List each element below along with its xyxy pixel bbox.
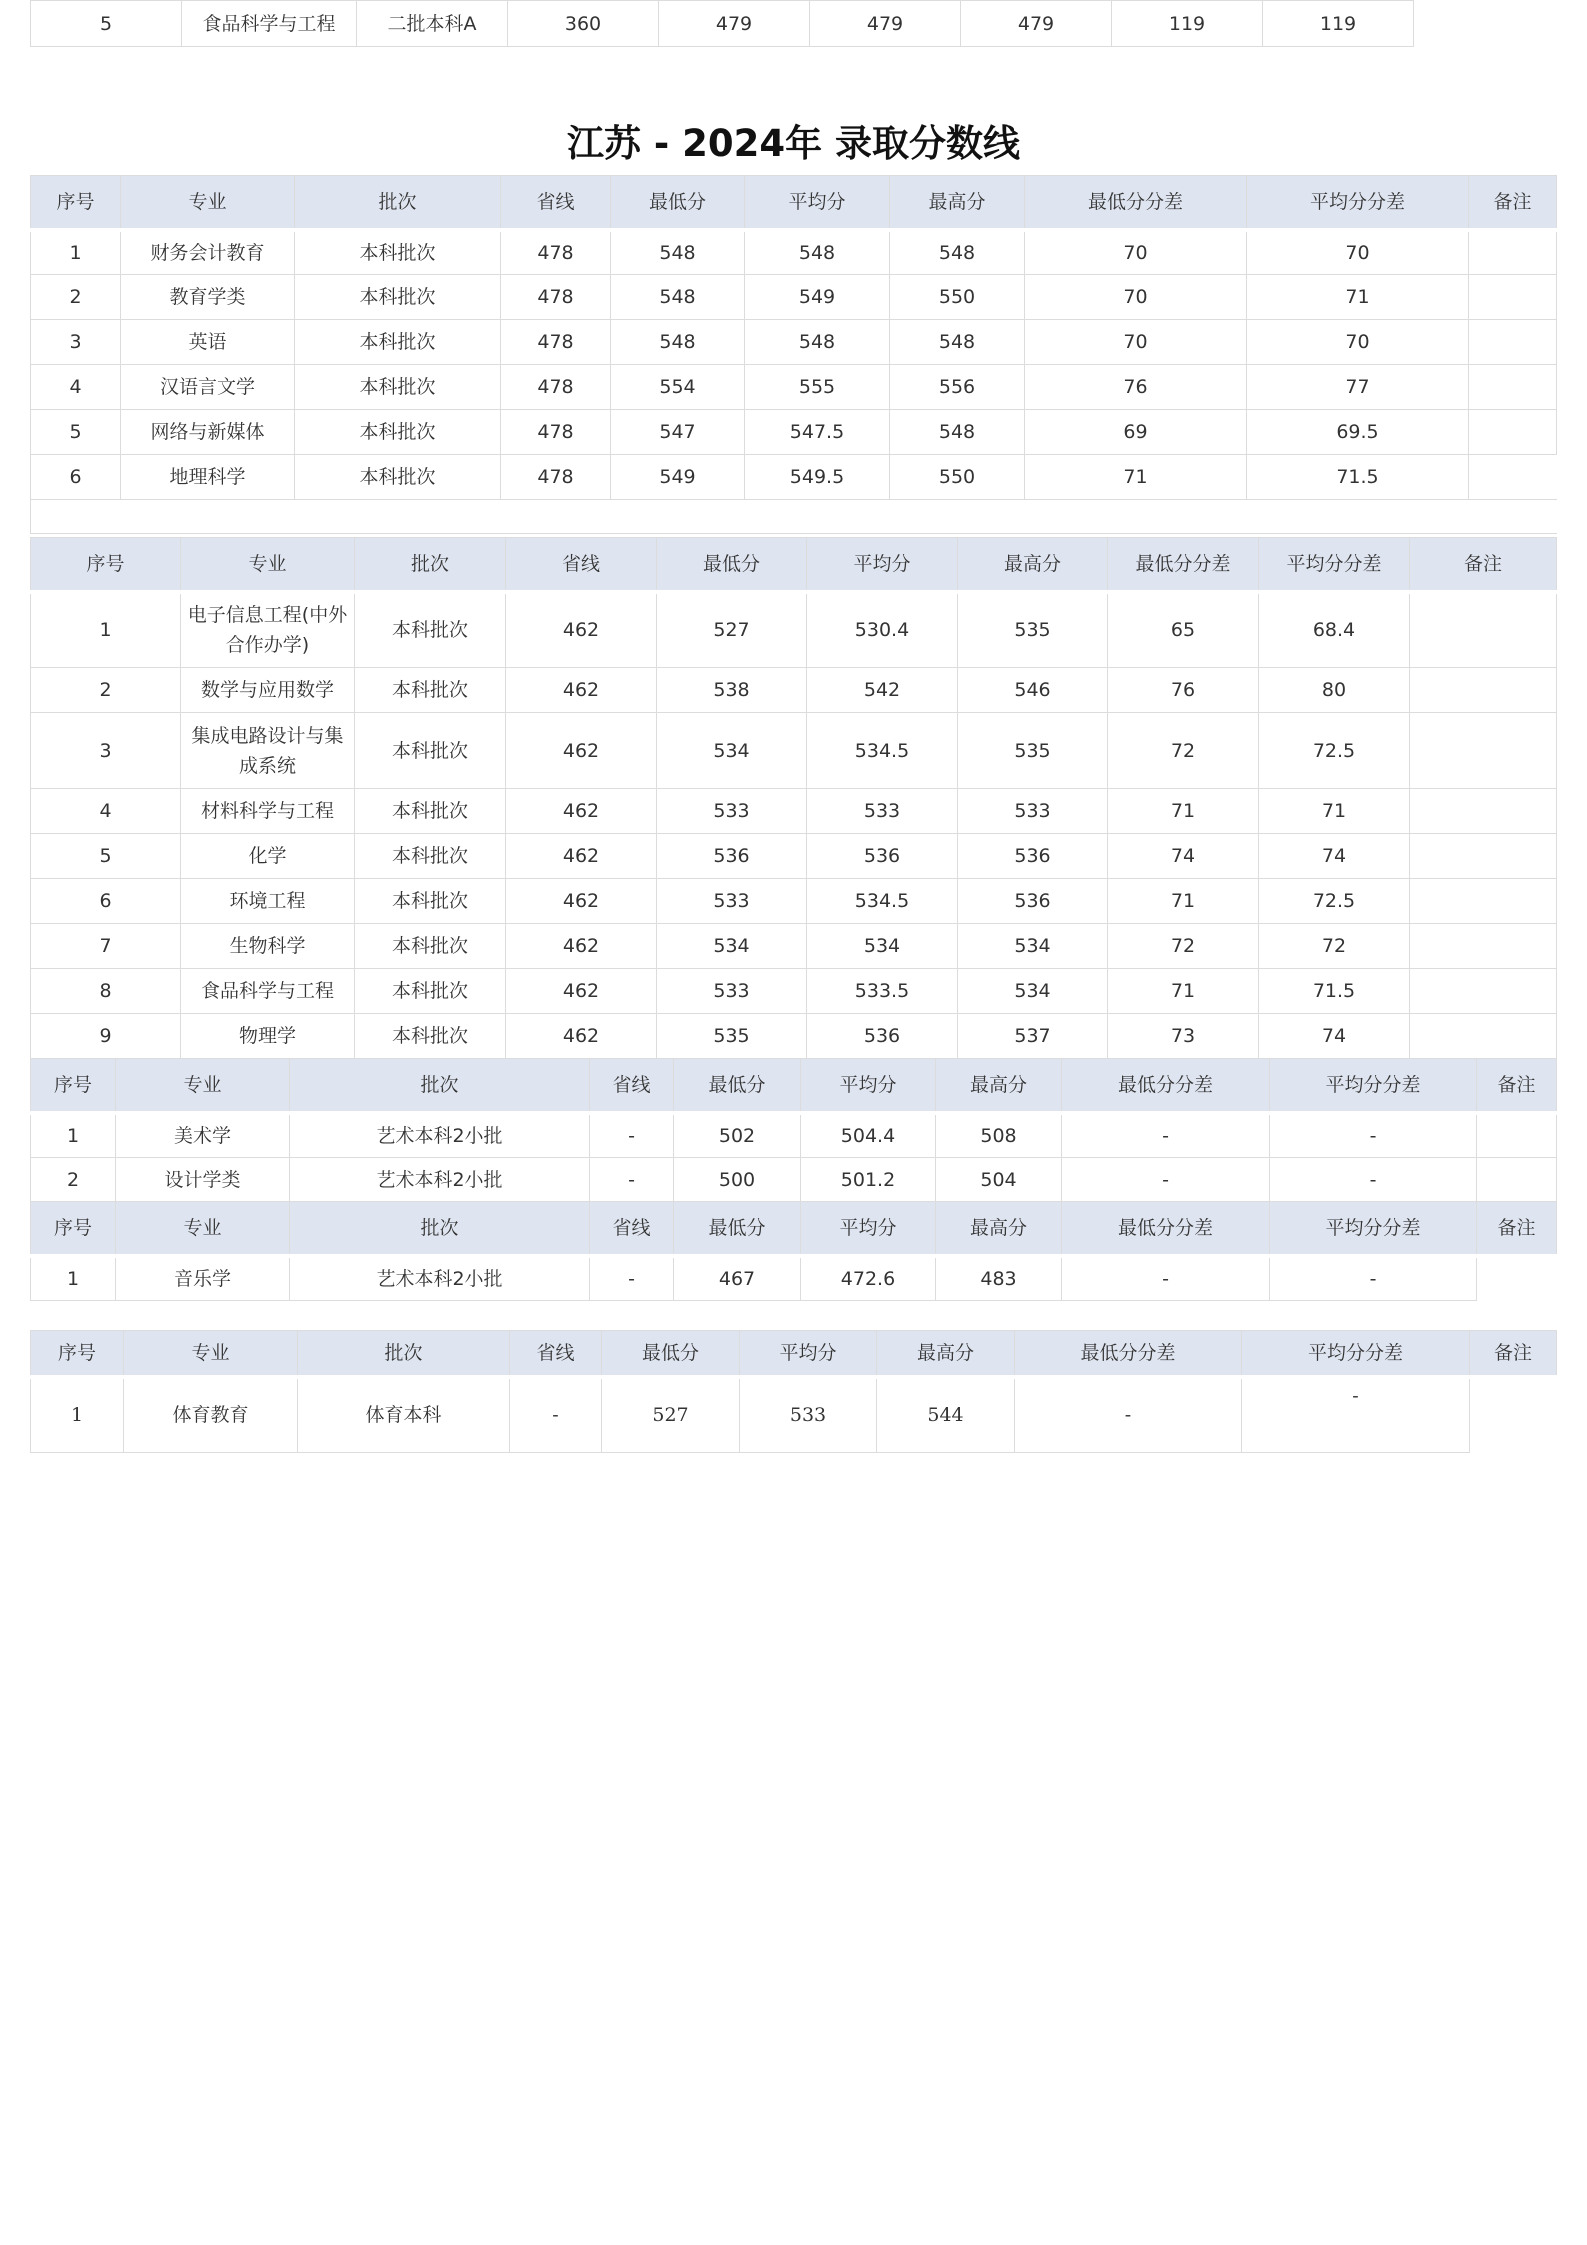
cell-prov: 462 — [506, 924, 657, 969]
cell-note-empty — [1470, 1377, 1557, 1453]
cell-note — [1410, 713, 1557, 789]
cell-avg: 533 — [740, 1377, 877, 1453]
header-batch: 批次 — [295, 176, 501, 230]
cell-min-diff: 70 — [1025, 230, 1247, 275]
table-row — [31, 1113, 1557, 1158]
cell-batch: 本科批次 — [355, 969, 506, 1014]
cell-avg: 542 — [807, 668, 958, 713]
cell-batch: 本科批次 — [355, 668, 506, 713]
table-header-row — [31, 1202, 1557, 1256]
header-min: 最低分 — [611, 176, 745, 230]
cell-max: 508 — [936, 1113, 1062, 1158]
cell-avg: 536 — [807, 1014, 958, 1059]
header-note: 备注 — [1477, 1059, 1557, 1113]
cell-major: 地理科学 — [121, 455, 295, 500]
cell-batch: 本科批次 — [295, 275, 501, 320]
header-prov: 省线 — [510, 1331, 602, 1377]
table-spacer-row — [31, 500, 1557, 534]
header-min: 最低分 — [674, 1202, 801, 1256]
header-max: 最高分 — [936, 1059, 1062, 1113]
cell-avg-diff: 72.5 — [1259, 713, 1410, 789]
cell-max: 536 — [958, 879, 1108, 924]
cell-prov: 478 — [501, 455, 611, 500]
cell-batch: 本科批次 — [355, 713, 506, 789]
header-seq: 序号 — [31, 1331, 124, 1377]
cell-max: 479 — [961, 1, 1112, 47]
header-min-diff: 最低分分差 — [1062, 1059, 1270, 1113]
cell-major: 物理学 — [181, 1014, 355, 1059]
cell-batch: 本科批次 — [295, 320, 501, 365]
cell-avg: 501.2 — [801, 1158, 936, 1203]
cell-batch: 本科批次 — [355, 789, 506, 834]
cell-batch: 二批本科A — [357, 1, 508, 47]
cell-seq: 4 — [31, 365, 121, 410]
cell-min-diff: 71 — [1025, 455, 1247, 500]
cell-min: 534 — [657, 924, 807, 969]
header-avg: 平均分 — [745, 176, 890, 230]
cell-min: 554 — [611, 365, 745, 410]
header-note: 备注 — [1470, 1331, 1557, 1377]
header-prov: 省线 — [590, 1202, 674, 1256]
header-min-diff: 最低分分差 — [1108, 538, 1259, 592]
cell-prov: 478 — [501, 365, 611, 410]
cell-max: 556 — [890, 365, 1025, 410]
cell-note — [1410, 1014, 1557, 1059]
cell-major: 化学 — [181, 834, 355, 879]
cell-avg-diff: 71.5 — [1247, 455, 1469, 500]
cell-min: 538 — [657, 668, 807, 713]
cell-batch: 艺术本科2小批 — [290, 1158, 590, 1203]
cell-major: 财务会计教育 — [121, 230, 295, 275]
table-row — [31, 668, 1557, 713]
header-avg: 平均分 — [801, 1202, 936, 1256]
header-avg-diff: 平均分分差 — [1247, 176, 1469, 230]
cell-note — [1410, 924, 1557, 969]
cell-min-diff: - — [1062, 1256, 1270, 1301]
cell-note-empty — [1469, 455, 1557, 500]
cell-seq: 1 — [31, 592, 181, 668]
cell-avg: 555 — [745, 365, 890, 410]
page-title: 江苏 - 2024年 录取分数线 — [567, 122, 1020, 165]
cell-seq: 6 — [31, 879, 181, 924]
cell-seq: 8 — [31, 969, 181, 1014]
spacer-cell — [31, 500, 1557, 534]
cell-major: 美术学 — [116, 1113, 290, 1158]
cell-min: 547 — [611, 410, 745, 455]
table-row — [31, 455, 1557, 500]
cell-avg: 548 — [745, 230, 890, 275]
cell-seq: 5 — [31, 410, 121, 455]
cell-avg-diff: 70 — [1247, 320, 1469, 365]
cell-avg: 530.4 — [807, 592, 958, 668]
table-header-row — [31, 538, 1557, 592]
cell-major: 汉语言文学 — [121, 365, 295, 410]
score-table-general — [30, 175, 1557, 534]
cell-max: 535 — [958, 713, 1108, 789]
cell-avg-diff: - — [1270, 1158, 1477, 1203]
cell-min: 535 — [657, 1014, 807, 1059]
cell-avg-diff: - — [1270, 1113, 1477, 1158]
header-note: 备注 — [1469, 176, 1557, 230]
cell-avg: 549.5 — [745, 455, 890, 500]
cell-batch: 本科批次 — [355, 924, 506, 969]
score-table-art — [30, 1058, 1557, 1203]
cell-max: 548 — [890, 320, 1025, 365]
cell-max: 535 — [958, 592, 1108, 668]
cell-min-diff: 73 — [1108, 1014, 1259, 1059]
cell-prov: 478 — [501, 410, 611, 455]
table-row — [31, 592, 1557, 668]
header-min: 最低分 — [674, 1059, 801, 1113]
cell-seq: 9 — [31, 1014, 181, 1059]
cell-seq: 4 — [31, 789, 181, 834]
cell-batch: 本科批次 — [295, 455, 501, 500]
header-max: 最高分 — [936, 1202, 1062, 1256]
cell-note — [1469, 275, 1557, 320]
table-header-row — [31, 176, 1557, 230]
table-row — [31, 879, 1557, 924]
header-prov: 省线 — [501, 176, 611, 230]
header-batch: 批次 — [290, 1059, 590, 1113]
cell-min-diff: - — [1062, 1113, 1270, 1158]
cell-min: 548 — [611, 230, 745, 275]
cell-prov: 462 — [506, 592, 657, 668]
cell-max: 536 — [958, 834, 1108, 879]
score-table-science — [30, 537, 1557, 1059]
cell-major: 教育学类 — [121, 275, 295, 320]
cell-min: 500 — [674, 1158, 801, 1203]
header-seq: 序号 — [31, 538, 181, 592]
cell-avg: 549 — [745, 275, 890, 320]
cell-prov: - — [510, 1377, 602, 1453]
cell-min-diff: 76 — [1025, 365, 1247, 410]
cell-prov: 462 — [506, 668, 657, 713]
cell-avg: 472.6 — [801, 1256, 936, 1301]
cell-avg: 479 — [810, 1, 961, 47]
cell-min-diff: 65 — [1108, 592, 1259, 668]
cell-min: 479 — [659, 1, 810, 47]
cell-batch: 体育本科 — [298, 1377, 510, 1453]
cell-note — [1410, 879, 1557, 924]
header-prov: 省线 — [590, 1059, 674, 1113]
cell-note — [1469, 230, 1557, 275]
cell-min: 533 — [657, 969, 807, 1014]
cell-avg-diff: 70 — [1247, 230, 1469, 275]
cell-min-diff: - — [1015, 1377, 1242, 1453]
header-avg: 平均分 — [801, 1059, 936, 1113]
cell-avg: 547.5 — [745, 410, 890, 455]
cell-max: 550 — [890, 455, 1025, 500]
cell-min: 534 — [657, 713, 807, 789]
cell-avg-diff: 119 — [1263, 1, 1414, 47]
cell-min-diff: 76 — [1108, 668, 1259, 713]
cell-note-empty — [1477, 1256, 1557, 1301]
cell-seq: 5 — [31, 834, 181, 879]
table-row — [31, 1377, 1557, 1453]
cell-batch: 本科批次 — [355, 1014, 506, 1059]
cell-major: 集成电路设计与集成系统 — [181, 713, 355, 789]
cell-batch: 本科批次 — [355, 592, 506, 668]
header-avg: 平均分 — [807, 538, 958, 592]
cell-seq: 2 — [31, 275, 121, 320]
score-table-music — [30, 1201, 1557, 1301]
cell-note — [1410, 969, 1557, 1014]
cell-min-diff: 72 — [1108, 924, 1259, 969]
cell-avg-diff: 72 — [1259, 924, 1410, 969]
cell-major: 网络与新媒体 — [121, 410, 295, 455]
cell-seq: 7 — [31, 924, 181, 969]
header-major: 专业 — [116, 1202, 290, 1256]
cell-seq: 5 — [31, 1, 182, 47]
table-row — [31, 713, 1557, 789]
cell-major: 体育教育 — [124, 1377, 298, 1453]
cell-seq: 1 — [31, 230, 121, 275]
cell-max: 546 — [958, 668, 1108, 713]
cell-major: 电子信息工程(中外合作办学) — [181, 592, 355, 668]
cell-prov: 462 — [506, 879, 657, 924]
cell-batch: 艺术本科2小批 — [290, 1113, 590, 1158]
table-header-row — [31, 1059, 1557, 1113]
cell-major: 英语 — [121, 320, 295, 365]
table-row — [31, 275, 1557, 320]
cell-prov: 462 — [506, 789, 657, 834]
header-max: 最高分 — [877, 1331, 1015, 1377]
header-batch: 批次 — [298, 1331, 510, 1377]
header-min: 最低分 — [657, 538, 807, 592]
cell-avg-diff: - — [1242, 1377, 1470, 1453]
cell-seq: 3 — [31, 713, 181, 789]
cell-avg: 533.5 — [807, 969, 958, 1014]
cell-min-diff: 74 — [1108, 834, 1259, 879]
cell-note — [1410, 592, 1557, 668]
cell-avg: 534 — [807, 924, 958, 969]
cell-avg-diff: 71 — [1259, 789, 1410, 834]
cell-min-diff: 70 — [1025, 320, 1247, 365]
cell-max: 550 — [890, 275, 1025, 320]
table-row — [31, 924, 1557, 969]
cell-max: 533 — [958, 789, 1108, 834]
score-table-sports — [30, 1330, 1557, 1453]
cell-prov: 462 — [506, 713, 657, 789]
cell-major: 数学与应用数学 — [181, 668, 355, 713]
cell-min-diff: 69 — [1025, 410, 1247, 455]
cell-prov: - — [590, 1158, 674, 1203]
cell-min: 548 — [611, 320, 745, 365]
header-prov: 省线 — [506, 538, 657, 592]
cell-seq: 2 — [31, 668, 181, 713]
cell-note — [1410, 789, 1557, 834]
cell-avg-diff: 68.4 — [1259, 592, 1410, 668]
cell-batch: 本科批次 — [355, 879, 506, 924]
cell-min: 527 — [602, 1377, 740, 1453]
header-batch: 批次 — [290, 1202, 590, 1256]
cell-min: 502 — [674, 1113, 801, 1158]
cell-avg: 536 — [807, 834, 958, 879]
cell-batch: 本科批次 — [295, 365, 501, 410]
cell-prov: 462 — [506, 834, 657, 879]
cell-seq: 1 — [31, 1256, 116, 1301]
cell-min: 536 — [657, 834, 807, 879]
header-major: 专业 — [181, 538, 355, 592]
cell-min-diff: 71 — [1108, 789, 1259, 834]
cell-avg: 548 — [745, 320, 890, 365]
cell-seq: 3 — [31, 320, 121, 365]
cell-avg: 534.5 — [807, 879, 958, 924]
header-seq: 序号 — [31, 1059, 116, 1113]
header-min-diff: 最低分分差 — [1062, 1202, 1270, 1256]
cell-max: 548 — [890, 410, 1025, 455]
header-avg-diff: 平均分分差 — [1270, 1059, 1477, 1113]
cell-major: 设计学类 — [116, 1158, 290, 1203]
cell-min-diff: 72 — [1108, 713, 1259, 789]
cell-min: 533 — [657, 789, 807, 834]
header-major: 专业 — [121, 176, 295, 230]
cell-min: 548 — [611, 275, 745, 320]
cell-major: 环境工程 — [181, 879, 355, 924]
cell-avg-diff: 72.5 — [1259, 879, 1410, 924]
header-avg: 平均分 — [740, 1331, 877, 1377]
cell-min-diff: 70 — [1025, 275, 1247, 320]
cell-note — [1410, 668, 1557, 713]
table-row — [31, 410, 1557, 455]
header-note: 备注 — [1410, 538, 1557, 592]
cell-max: 483 — [936, 1256, 1062, 1301]
header-avg-diff: 平均分分差 — [1242, 1331, 1470, 1377]
header-major: 专业 — [116, 1059, 290, 1113]
table-row — [31, 789, 1557, 834]
header-max: 最高分 — [890, 176, 1025, 230]
header-max: 最高分 — [958, 538, 1108, 592]
cell-batch: 本科批次 — [295, 230, 501, 275]
cell-avg-diff: 77 — [1247, 365, 1469, 410]
header-min-diff: 最低分分差 — [1025, 176, 1247, 230]
cell-note — [1410, 834, 1557, 879]
cell-max: 548 — [890, 230, 1025, 275]
cell-max: 537 — [958, 1014, 1108, 1059]
cell-max: 544 — [877, 1377, 1015, 1453]
cell-major: 食品科学与工程 — [181, 969, 355, 1014]
cell-prov: 462 — [506, 1014, 657, 1059]
header-min: 最低分 — [602, 1331, 740, 1377]
cell-batch: 本科批次 — [295, 410, 501, 455]
cell-avg-diff: 74 — [1259, 1014, 1410, 1059]
cell-seq: 1 — [31, 1113, 116, 1158]
cell-seq: 2 — [31, 1158, 116, 1203]
cell-avg-diff: 74 — [1259, 834, 1410, 879]
table-row — [31, 1014, 1557, 1059]
cell-seq: 6 — [31, 455, 121, 500]
table-row — [31, 1256, 1557, 1301]
table-row — [31, 834, 1557, 879]
cell-note — [1469, 320, 1557, 365]
cell-note — [1477, 1158, 1557, 1203]
table-header-row — [31, 1331, 1557, 1377]
cell-max: 534 — [958, 969, 1108, 1014]
header-major: 专业 — [124, 1331, 298, 1377]
cell-avg-diff: 80 — [1259, 668, 1410, 713]
cell-avg-diff: 71 — [1247, 275, 1469, 320]
cell-avg-diff: 69.5 — [1247, 410, 1469, 455]
header-note: 备注 — [1477, 1202, 1557, 1256]
cell-note — [1469, 410, 1557, 455]
cell-prov: 462 — [506, 969, 657, 1014]
table-row — [31, 230, 1557, 275]
cell-prov: 360 — [508, 1, 659, 47]
cell-batch: 本科批次 — [355, 834, 506, 879]
cell-avg-diff: - — [1270, 1256, 1477, 1301]
cell-batch: 艺术本科2小批 — [290, 1256, 590, 1301]
cell-avg: 533 — [807, 789, 958, 834]
cell-min-diff: 119 — [1112, 1, 1263, 47]
cell-max: 504 — [936, 1158, 1062, 1203]
cell-avg: 534.5 — [807, 713, 958, 789]
table-row — [31, 1, 1414, 47]
cell-max: 534 — [958, 924, 1108, 969]
cell-min: 533 — [657, 879, 807, 924]
cell-min: 467 — [674, 1256, 801, 1301]
cell-major: 食品科学与工程 — [182, 1, 357, 47]
cell-prov: - — [590, 1113, 674, 1158]
cell-major: 材料科学与工程 — [181, 789, 355, 834]
cell-min: 527 — [657, 592, 807, 668]
header-min-diff: 最低分分差 — [1015, 1331, 1242, 1377]
cell-min-diff: 71 — [1108, 969, 1259, 1014]
header-batch: 批次 — [355, 538, 506, 592]
cell-avg-diff: 71.5 — [1259, 969, 1410, 1014]
cell-prov: 478 — [501, 230, 611, 275]
cell-min-diff: - — [1062, 1158, 1270, 1203]
score-table-continued — [30, 0, 1414, 47]
table-row — [31, 969, 1557, 1014]
cell-major: 生物科学 — [181, 924, 355, 969]
header-seq: 序号 — [31, 1202, 116, 1256]
cell-prov: 478 — [501, 275, 611, 320]
cell-note — [1477, 1113, 1557, 1158]
cell-note — [1469, 365, 1557, 410]
cell-avg: 504.4 — [801, 1113, 936, 1158]
table-row — [31, 320, 1557, 365]
header-avg-diff: 平均分分差 — [1270, 1202, 1477, 1256]
cell-prov: - — [590, 1256, 674, 1301]
cell-seq: 1 — [31, 1377, 124, 1453]
cell-min-diff: 71 — [1108, 879, 1259, 924]
header-seq: 序号 — [31, 176, 121, 230]
header-avg-diff: 平均分分差 — [1259, 538, 1410, 592]
cell-prov: 478 — [501, 320, 611, 365]
table-row — [31, 365, 1557, 410]
cell-min: 549 — [611, 455, 745, 500]
table-row — [31, 1158, 1557, 1203]
cell-major: 音乐学 — [116, 1256, 290, 1301]
